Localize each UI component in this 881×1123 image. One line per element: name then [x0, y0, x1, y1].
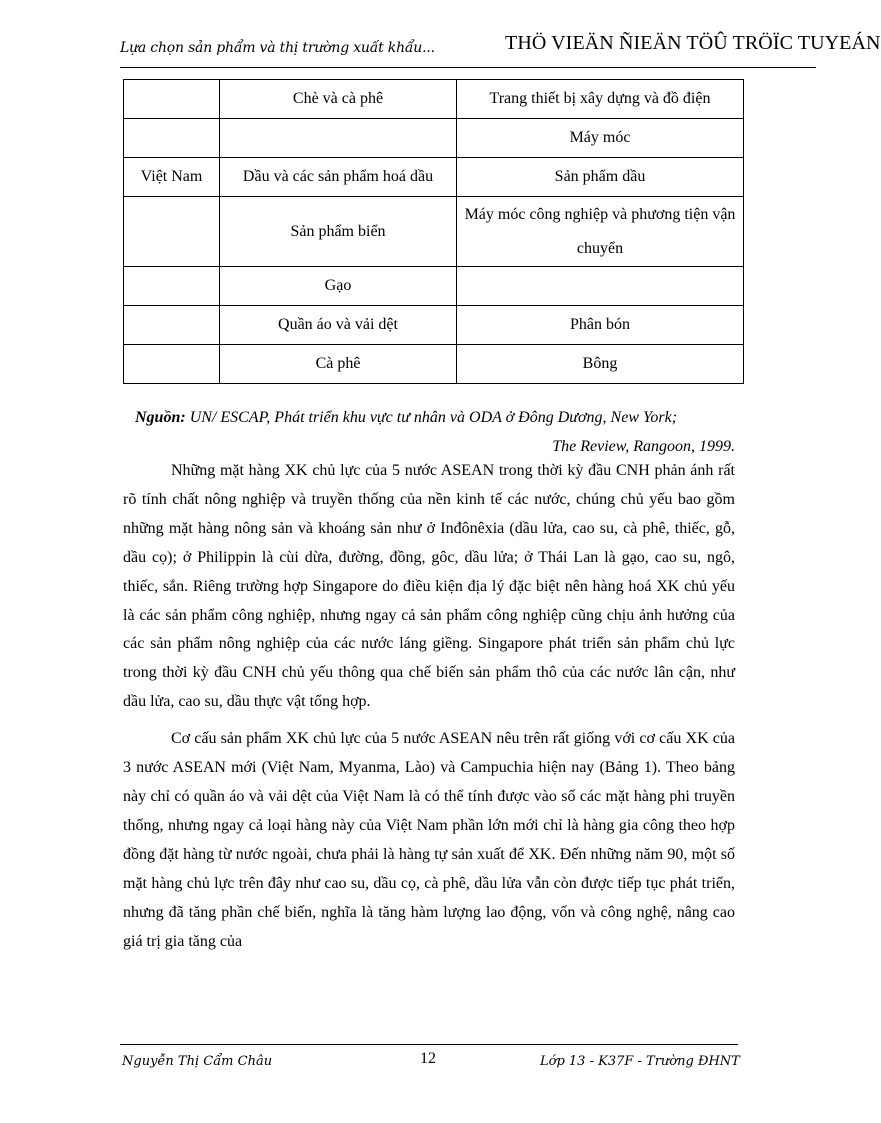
- table-cell: [220, 119, 457, 158]
- source-line-1: [135, 403, 735, 432]
- table-row: [124, 267, 744, 306]
- table-cell-country: Việt Nam: [124, 158, 220, 197]
- body-text: [123, 457, 735, 964]
- source-line-2: The Review, Rangoon, 1999.: [552, 438, 735, 455]
- header-library-name: THÖ VIEÄN ÑIEÄN TÖÛ TRÖÏC TUYEÁN: [505, 32, 881, 54]
- paragraph: Những mặt hàng XK chủ lực của 5 nước ASEAN trong thời kỳ đầu CNH phản ánh rất rõ tính chất nông nghiệp và truyền thống của nền kinh tế các nước, chúng chủ yếu bao gồm những mặt hàng nông sản và khoáng sản như ở Inđônêxia (dầu lửa, cao su, cà phê, thiếc, gỗ, dầu cọ); ở Philippin là cùi dừa, đường, đồng, gôc, dầu lửa; ở Thái Lan là gạo, cao su, ngô, thiếc, sắn. Riêng trường hợp Singapore do điều kiện địa lý đặc biệt nên hàng hoá XK chủ yếu là các sản phẩm công nghiệp, nhưng ngay cả sản phẩm công nghiệp cũng chịu ảnh hưởng của các sản phẩm nông nghiệp của các nước láng giềng. Singapore phát triển sản phẩm chủ lực trong thời kỳ đầu CNH chủ yếu thông qua chế biến sản phẩm thô của các nước lân cận, như dầu lửa, cao su, dầu thực vật tổng hợp.: [123, 462, 735, 711]
- header-divider: [120, 67, 816, 68]
- table-cell: Dầu và các sản phẩm hoá dầu: [220, 158, 457, 197]
- table-cell: [124, 80, 220, 119]
- table-cell: Gạo: [220, 267, 457, 306]
- table-row: [124, 306, 744, 345]
- paragraph: Cơ cấu sản phẩm XK chủ lực của 5 nước ASEAN nêu trên rất giống với cơ cấu XK của 3 nước ASEAN mới (Việt Nam, Myanma, Lào) và Campuchia hiện nay (Bảng 1). Theo bảng này chỉ có quần áo và vải dệt của Việt Nam là có thể tính được vào số các mặt hàng phi truyền thống, nhưng ngay cả loại hàng này của Việt Nam phần lớn mới chỉ là hàng gia công theo hợp đồng đặt hàng từ nước ngoài, chưa phải là hàng tự sản xuất để XK. Đến những năm 90, một số mặt hàng chủ lực trên đây như cao su, dầu cọ, cà phê, dầu lửa vẫn còn được tiếp tục phát triển, nhưng đã tăng phần chế biến, nghĩa là tăng hàm lượng lao động, vốn và công nghệ, nâng cao giá trị gia tăng của: [123, 730, 735, 950]
- table-cell: Máy móc công nghiệp và phương tiện vận chuyển: [457, 197, 744, 267]
- source-text: UN/ ESCAP, Phát triển khu vực tư nhân và ODA ở Đông Dương, New York;: [185, 409, 678, 426]
- export-products-table: [123, 79, 744, 384]
- table-row: [124, 158, 744, 197]
- footer-author: Nguyễn Thị Cẩm Châu: [122, 1054, 273, 1069]
- header-document-title: Lựa chọn sản phẩm và thị trường xuất khẩu...: [120, 40, 435, 56]
- table-row: [124, 80, 744, 119]
- table-cell: Trang thiết bị xây dựng và đồ điện: [457, 80, 744, 119]
- table-row: [124, 345, 744, 384]
- footer-divider: [120, 1044, 738, 1045]
- source-label: Nguồn:: [135, 409, 186, 426]
- table-row: [124, 197, 744, 267]
- table-row: [124, 119, 744, 158]
- table-cell: [124, 197, 220, 267]
- table-cell: Sản phẩm dầu: [457, 158, 744, 197]
- page-number: 12: [420, 1050, 436, 1067]
- footer-class-info: Lớp 13 - K37F - Trường ĐHNT: [540, 1054, 740, 1069]
- table-cell: Máy móc: [457, 119, 744, 158]
- table-cell: Quần áo và vải dệt: [220, 306, 457, 345]
- table-cell: [124, 345, 220, 384]
- table-cell: Chè và cà phê: [220, 80, 457, 119]
- table-cell: [457, 267, 744, 306]
- table-cell: [124, 119, 220, 158]
- table-cell: [124, 267, 220, 306]
- table-cell: Bông: [457, 345, 744, 384]
- table-cell: Cà phê: [220, 345, 457, 384]
- table-cell: Sản phẩm biển: [220, 197, 457, 267]
- table-cell: Phân bón: [457, 306, 744, 345]
- table-source-note: [135, 403, 735, 461]
- table-cell: [124, 306, 220, 345]
- page-header: [120, 30, 881, 66]
